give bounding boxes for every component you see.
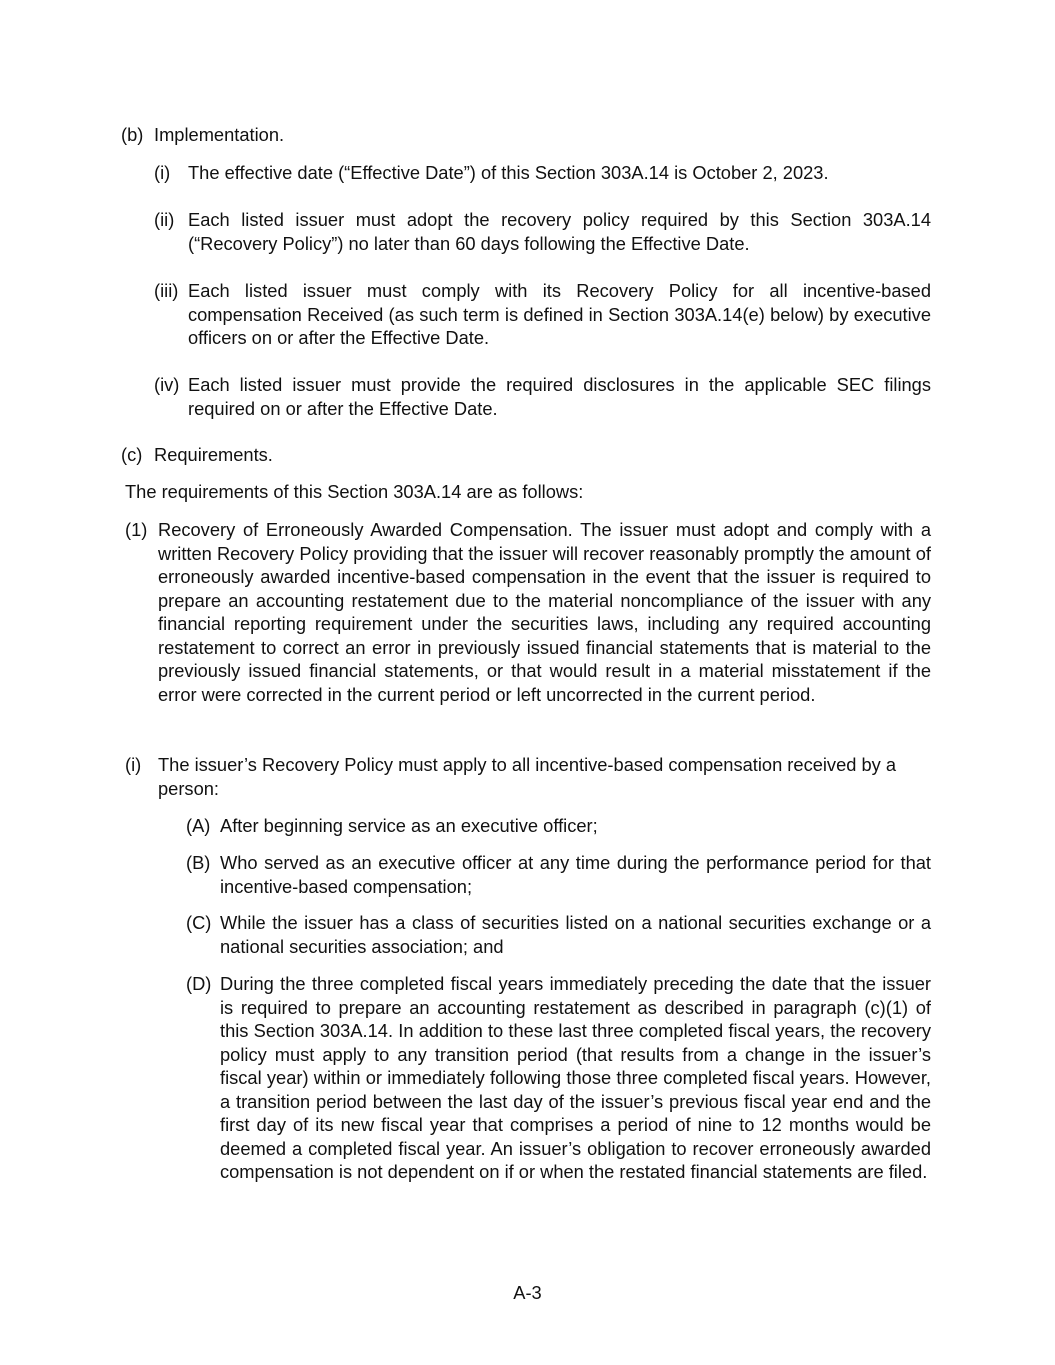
section-label: (b) <box>121 124 144 145</box>
item-label: (i) <box>125 754 142 775</box>
section-title: Implementation. <box>154 124 285 145</box>
item-label: (A) <box>186 815 211 836</box>
intro-paragraph: The requirements of this Section 303A.14 are as follows: <box>125 481 584 502</box>
item-text: While the issuer has a class of securities listed on a national securities exchange or a national securities association; and <box>220 912 931 957</box>
item-text: Each listed issuer must comply with its Recovery Policy for all incentive-based compensation Received (as such term is defined in Section 303A.14(e) below) by executive officers on or after the Effective Date. <box>188 280 931 348</box>
section-title: Requirements. <box>154 444 273 465</box>
item-label: (1) <box>125 519 148 540</box>
item-text: During the three completed fiscal years immediately preceding the date that the issuer is required to prepare an accounting restatement as described in paragraph (c)(1) of this Section 303A.14. In addition to these last three completed fiscal years, the recovery policy must apply to any transition period (that results from a change in the issuer’s fiscal year) within or immediately following those three completed fiscal years. However, a transition period between the last day of the issuer’s previous fiscal year end and the first day of its new fiscal year that comprises a period of nine to 12 months would be deemed a completed fiscal year. An issuer’s obligation to recover erroneously awarded compensation is not dependent on if or when the restated financial statements are filed. <box>220 973 931 1182</box>
item-text: Recovery of Erroneously Awarded Compensation. The issuer must adopt and comply with a written Recovery Policy providing that the issuer will recover reasonably promptly the amount of erroneously awarded incentive-based compensation in the event that the issuer is required to prepare an accounting restatement due to the material noncompliance of the issuer with any financial reporting requirement under the securities laws, including any required accounting restatement to correct an error in previously issued financial statements that is material to the previously issued financial statements, or that would result in a material misstatement if the error were corrected in the current period or left uncorrected in the current period. <box>158 519 931 705</box>
item-text: Who served as an executive officer at any time during the performance period for that incentive-based compensation; <box>220 852 931 897</box>
page-number: A-3 <box>513 1282 542 1303</box>
item-label: (iii) <box>154 280 179 301</box>
section-label: (c) <box>121 444 143 465</box>
item-label: (C) <box>186 912 212 933</box>
item-text: After beginning service as an executive officer; <box>220 815 598 836</box>
item-text: The issuer’s Recovery Policy must apply to all incentive-based compensation received by a person: <box>158 754 897 799</box>
item-label: (D) <box>186 973 212 994</box>
item-text: Each listed issuer must adopt the recovery policy required by this Section 303A.14 (“Recovery Policy”) no later than 60 days following the Effective Date. <box>188 209 931 254</box>
item-label: (ii) <box>154 209 175 230</box>
item-text: The effective date (“Effective Date”) of this Section 303A.14 is October 2, 2023. <box>188 162 829 183</box>
item-label: (B) <box>186 852 211 873</box>
item-text: Each listed issuer must provide the required disclosures in the applicable SEC filings required on or after the Effective Date. <box>188 374 931 419</box>
item-label: (iv) <box>154 374 180 395</box>
item-label: (i) <box>154 162 171 183</box>
